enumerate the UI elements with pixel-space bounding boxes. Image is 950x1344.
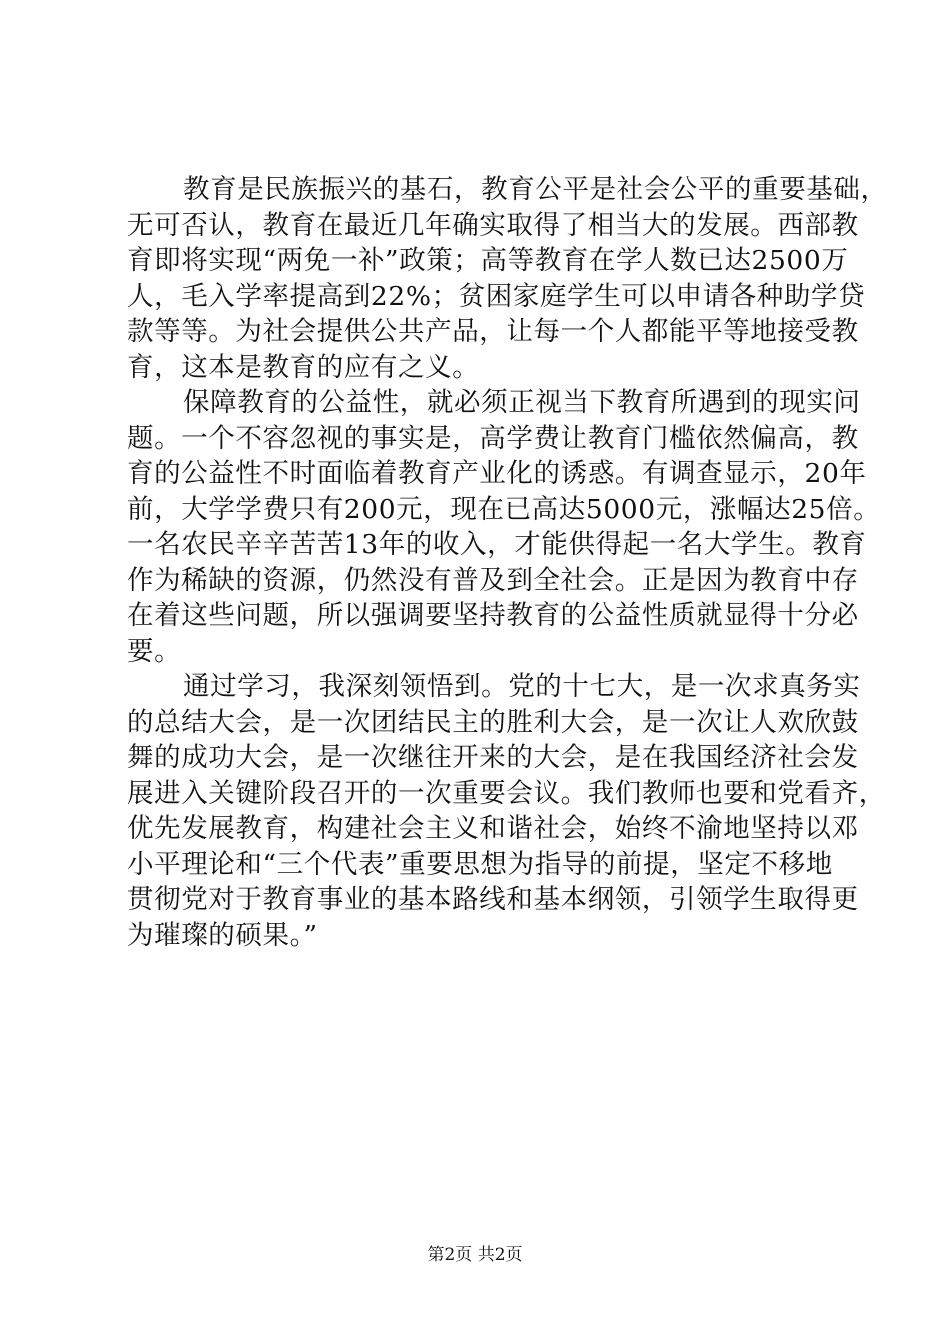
paragraph-1-line-6: 育，这本是教育的应有之义。 [127, 351, 480, 383]
paragraph-2-line-6: 作为稀缺的资源，仍然没有普及到全社会。正是因为教育中存 [127, 564, 859, 596]
paragraph-2-line-2: 题。一个不容忽视的事实是，高学费让教育门槛依然偏高，教 [127, 422, 859, 454]
paragraph-3-line-2: 的总结大会，是一次团结民主的胜利大会，是一次让人欢欣鼓 [127, 706, 859, 738]
paragraph-2-line-7: 在着这些问题，所以强调要坚持教育的公益性质就显得十分必 [127, 600, 859, 631]
paragraph-2-line-8: 要。 [127, 635, 182, 667]
paragraph-2-line-5: 一名农民辛辛苦苦13年的收入，才能供得起一名大学生。教育 [127, 529, 867, 560]
page-number-footer: 第2页 共2页 [427, 1245, 523, 1265]
paragraph-3-line-8: 为璀璨的硕果。” [127, 919, 318, 951]
paragraph-2-line-4: 前，大学学费只有200元，现在已高达5000元，涨幅达25倍。 [127, 493, 881, 525]
paragraph-2-line-3: 育的公益性不时面临着教育产业化的诱惑。有调查显示，20年 [127, 458, 867, 489]
paragraph-3-line-4: 展进入关键阶段召开的一次重要会议。我们教师也要和党看齐， [127, 777, 886, 809]
paragraph-3-line-5: 优先发展教育，构建社会主义和谐社会，始终不渝地坚持以邓 [127, 813, 859, 844]
paragraph-1-line-4: 人，毛入学率提高到22%；贫困家庭学生可以申请各种助学贷 [127, 280, 866, 312]
paragraph-1-line-3: 育即将实现“两免一补”政策；高等教育在学人数已达2500万 [127, 245, 849, 276]
paragraph-3-line-3: 舞的成功大会，是一次继往开来的大会，是在我国经济社会发 [127, 742, 859, 773]
paragraph-2-line-1: 保障教育的公益性，就必须正视当下教育所遇到的现实问 [183, 387, 861, 418]
paragraph-1-line-1: 教育是民族振兴的基石，教育公平是社会公平的重要基础， [183, 174, 888, 205]
paragraph-1-line-5: 款等等。为社会提供公共产品，让每一个人都能平等地接受教 [127, 316, 859, 347]
paragraph-3-line-7: 贯彻党对于教育事业的基本路线和基本纲领，引领学生取得更 [127, 884, 859, 915]
paragraph-1-line-2: 无可否认，教育在最近几年确实取得了相当大的发展。西部教 [127, 209, 859, 241]
body-text [127, 172, 888, 953]
paragraph-3-line-6: 小平理论和“三个代表”重要思想为指导的前提，坚定不移地 [127, 848, 833, 880]
paragraph-3-line-1: 通过学习，我深刻领悟到。党的十七大，是一次求真务实 [183, 671, 861, 702]
